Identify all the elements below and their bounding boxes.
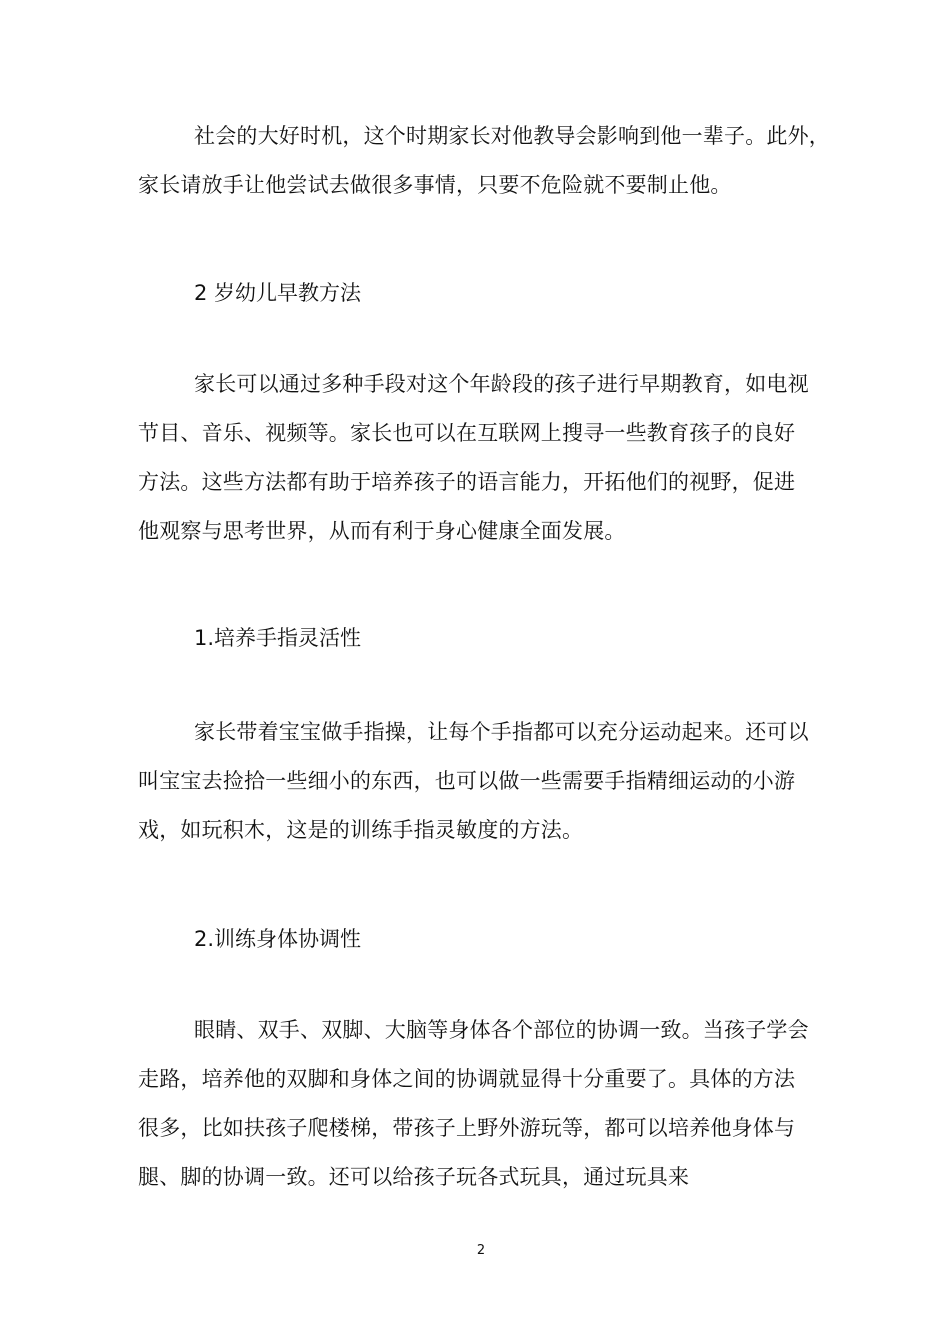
section-heading-early-education: 2 岁幼儿早教方法 — [194, 281, 362, 305]
paragraph-line: 家长请放手让他尝试去做很多事情，只要不危险就不要制止他。 — [138, 173, 732, 197]
paragraph-line: 方法。这些方法都有助于培养孩子的语言能力，开拓他们的视野，促进 — [138, 470, 796, 494]
paragraph-intro — [138, 112, 830, 210]
paragraph-line: 眼睛、双手、双脚、大脑等身体各个部位的协调一致。当孩子学会 — [194, 1018, 809, 1042]
section-heading-body-coordination: 2.训练身体协调性 — [194, 927, 362, 951]
paragraph-line: 他观察与思考世界，从而有利于身心健康全面发展。 — [138, 519, 626, 543]
paragraph-line: 社会的大好时机，这个时期家长对他教导会影响到他一辈子。此外， — [194, 124, 830, 148]
paragraph-line: 戏，如玩积木，这是的训练手指灵敏度的方法。 — [138, 818, 584, 842]
page-number: 2 — [476, 1243, 486, 1258]
paragraph-line: 节目、音乐、视频等。家长也可以在互联网上搜寻一些教育孩子的良好 — [138, 421, 796, 445]
paragraph-coordination — [138, 1006, 818, 1202]
paragraph-line: 走路，培养他的双脚和身体之间的协调就显得十分重要了。具体的方法 — [138, 1067, 796, 1091]
section-heading-finger-dexterity: 1.培养手指灵活性 — [194, 626, 362, 650]
paragraph-methods — [138, 360, 818, 556]
paragraph-finger-training — [138, 708, 818, 855]
paragraph-line: 家长带着宝宝做手指操，让每个手指都可以充分运动起来。还可以 — [194, 720, 809, 744]
paragraph-line: 很多，比如扶孩子爬楼梯，带孩子上野外游玩等，都可以培养他身体与 — [138, 1116, 796, 1140]
paragraph-line: 腿、脚的协调一致。还可以给孩子玩各式玩具，通过玩具来 — [138, 1165, 690, 1189]
paragraph-line: 家长可以通过多种手段对这个年龄段的孩子进行早期教育，如电视 — [194, 372, 809, 396]
paragraph-line: 叫宝宝去捡拾一些细小的东西，也可以做一些需要手指精细运动的小游 — [138, 769, 796, 793]
